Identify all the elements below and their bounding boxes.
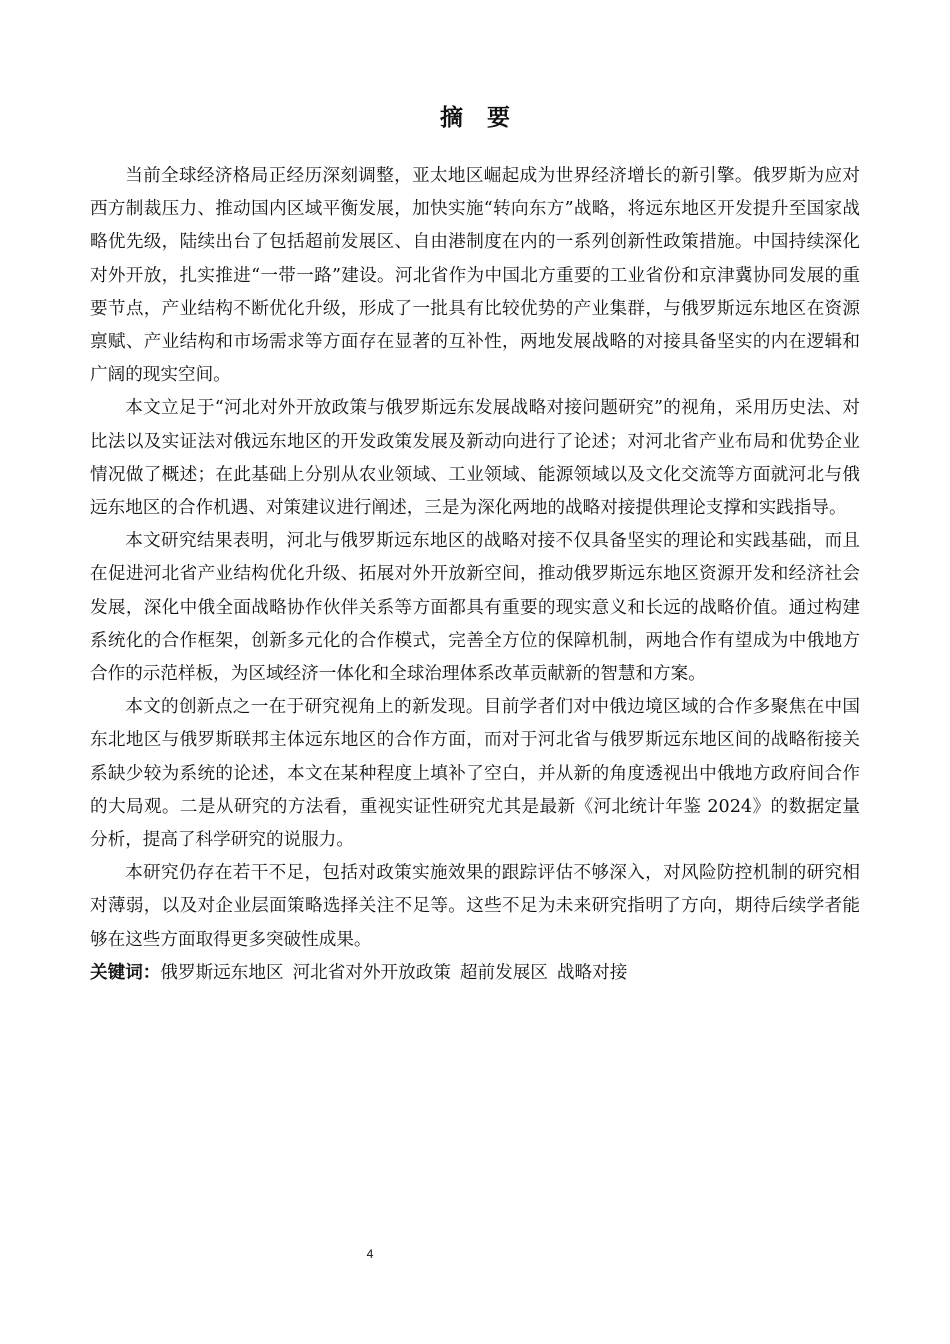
- keyword-item: 河北省对外开放政策: [292, 962, 451, 983]
- abstract-paragraph-1: 当前全球经济格局正经历深刻调整，亚太地区崛起成为世界经济增长的新引擎。俄罗斯为应对西方制裁压力、推动国内区域平衡发展，加快实施“转向东方”战略，将远东地区开发提升至国家战略优先级，陆续出台了包括超前发展区、自由港制度在内的一系列创新性政策措施。中国持续深化对外开放，扎实推进“一带一路”建设。河北省作为中国北方重要的工业省份和京津冀协同发展的重要节点，产业结构不断优化升级，形成了一批具有比较优势的产业集群，与俄罗斯远东地区在资源禀赋、产业结构和市场需求等方面存在显著的互补性，两地发展战略的对接具备坚实的内在逻辑和广阔的现实空间。: [90, 166, 860, 386]
- abstract-paragraph-3: 本文研究结果表明，河北与俄罗斯远东地区的战略对接不仅具备坚实的理论和实践基础，而且在促进河北省产业结构优化升级、拓展对外开放新空间，推动俄罗斯远东地区资源开发和经济社会发展，深化中俄全面战略协作伙伴关系等方面都具有重要的现实意义和长远的战略价值。通过构建系统化的合作框架，创新多元化的合作模式，完善全方位的保障机制，两地合作有望成为中俄地方合作的示范样板，为区域经济一体化和全球治理体系改革贡献新的智慧和方案。: [90, 531, 860, 685]
- keyword-item: 超前发展区: [459, 962, 548, 983]
- page-number: 4: [366, 1247, 374, 1261]
- keyword-item: 俄罗斯远东地区: [160, 962, 284, 983]
- abstract-paragraph-4: 本文的创新点之一在于研究视角上的新发现。目前学者们对中俄边境区域的合作多聚焦在中国东北地区与俄罗斯联邦主体远东地区的合作方面，而对于河北省与俄罗斯远东地区间的战略衔接关系缺少较为系统的论述，本文在某种程度上填补了空白，并从新的角度透视出中俄地方政府间合作的大局观。二是从研究的方法看，重视实证性研究尤其是最新《河北统计年鉴 2024》的数据定量分析，提高了科学研究的说服力。: [90, 697, 860, 851]
- abstract-paragraph-5: 本研究仍存在若干不足，包括对政策实施效果的跟踪评估不够深入，对风险防控机制的研究相对薄弱，以及对企业层面策略选择关注不足等。这些不足为未来研究指明了方向，期待后续学者能够在这些方面取得更多突破性成果。: [90, 863, 860, 950]
- abstract-body: [90, 160, 860, 990]
- keywords-line: [90, 957, 860, 990]
- abstract-paragraph-2: 本文立足于“河北对外开放政策与俄罗斯远东发展战略对接问题研究”的视角，采用历史法、对比法以及实证法对俄远东地区的开发政策发展及新动向进行了论述；对河北省产业布局和优势企业情况做了概述；在此基础上分别从农业领域、工业领域、能源领域以及文化交流等方面就河北与俄远东地区的合作机遇、对策建议进行阐述，三是为深化两地的战略对接提供理论支撑和实践指导。: [90, 398, 860, 519]
- abstract-heading: 摘要: [440, 105, 534, 131]
- keywords-label: 关键词：: [90, 962, 161, 983]
- keyword-item: 战略对接: [556, 962, 628, 983]
